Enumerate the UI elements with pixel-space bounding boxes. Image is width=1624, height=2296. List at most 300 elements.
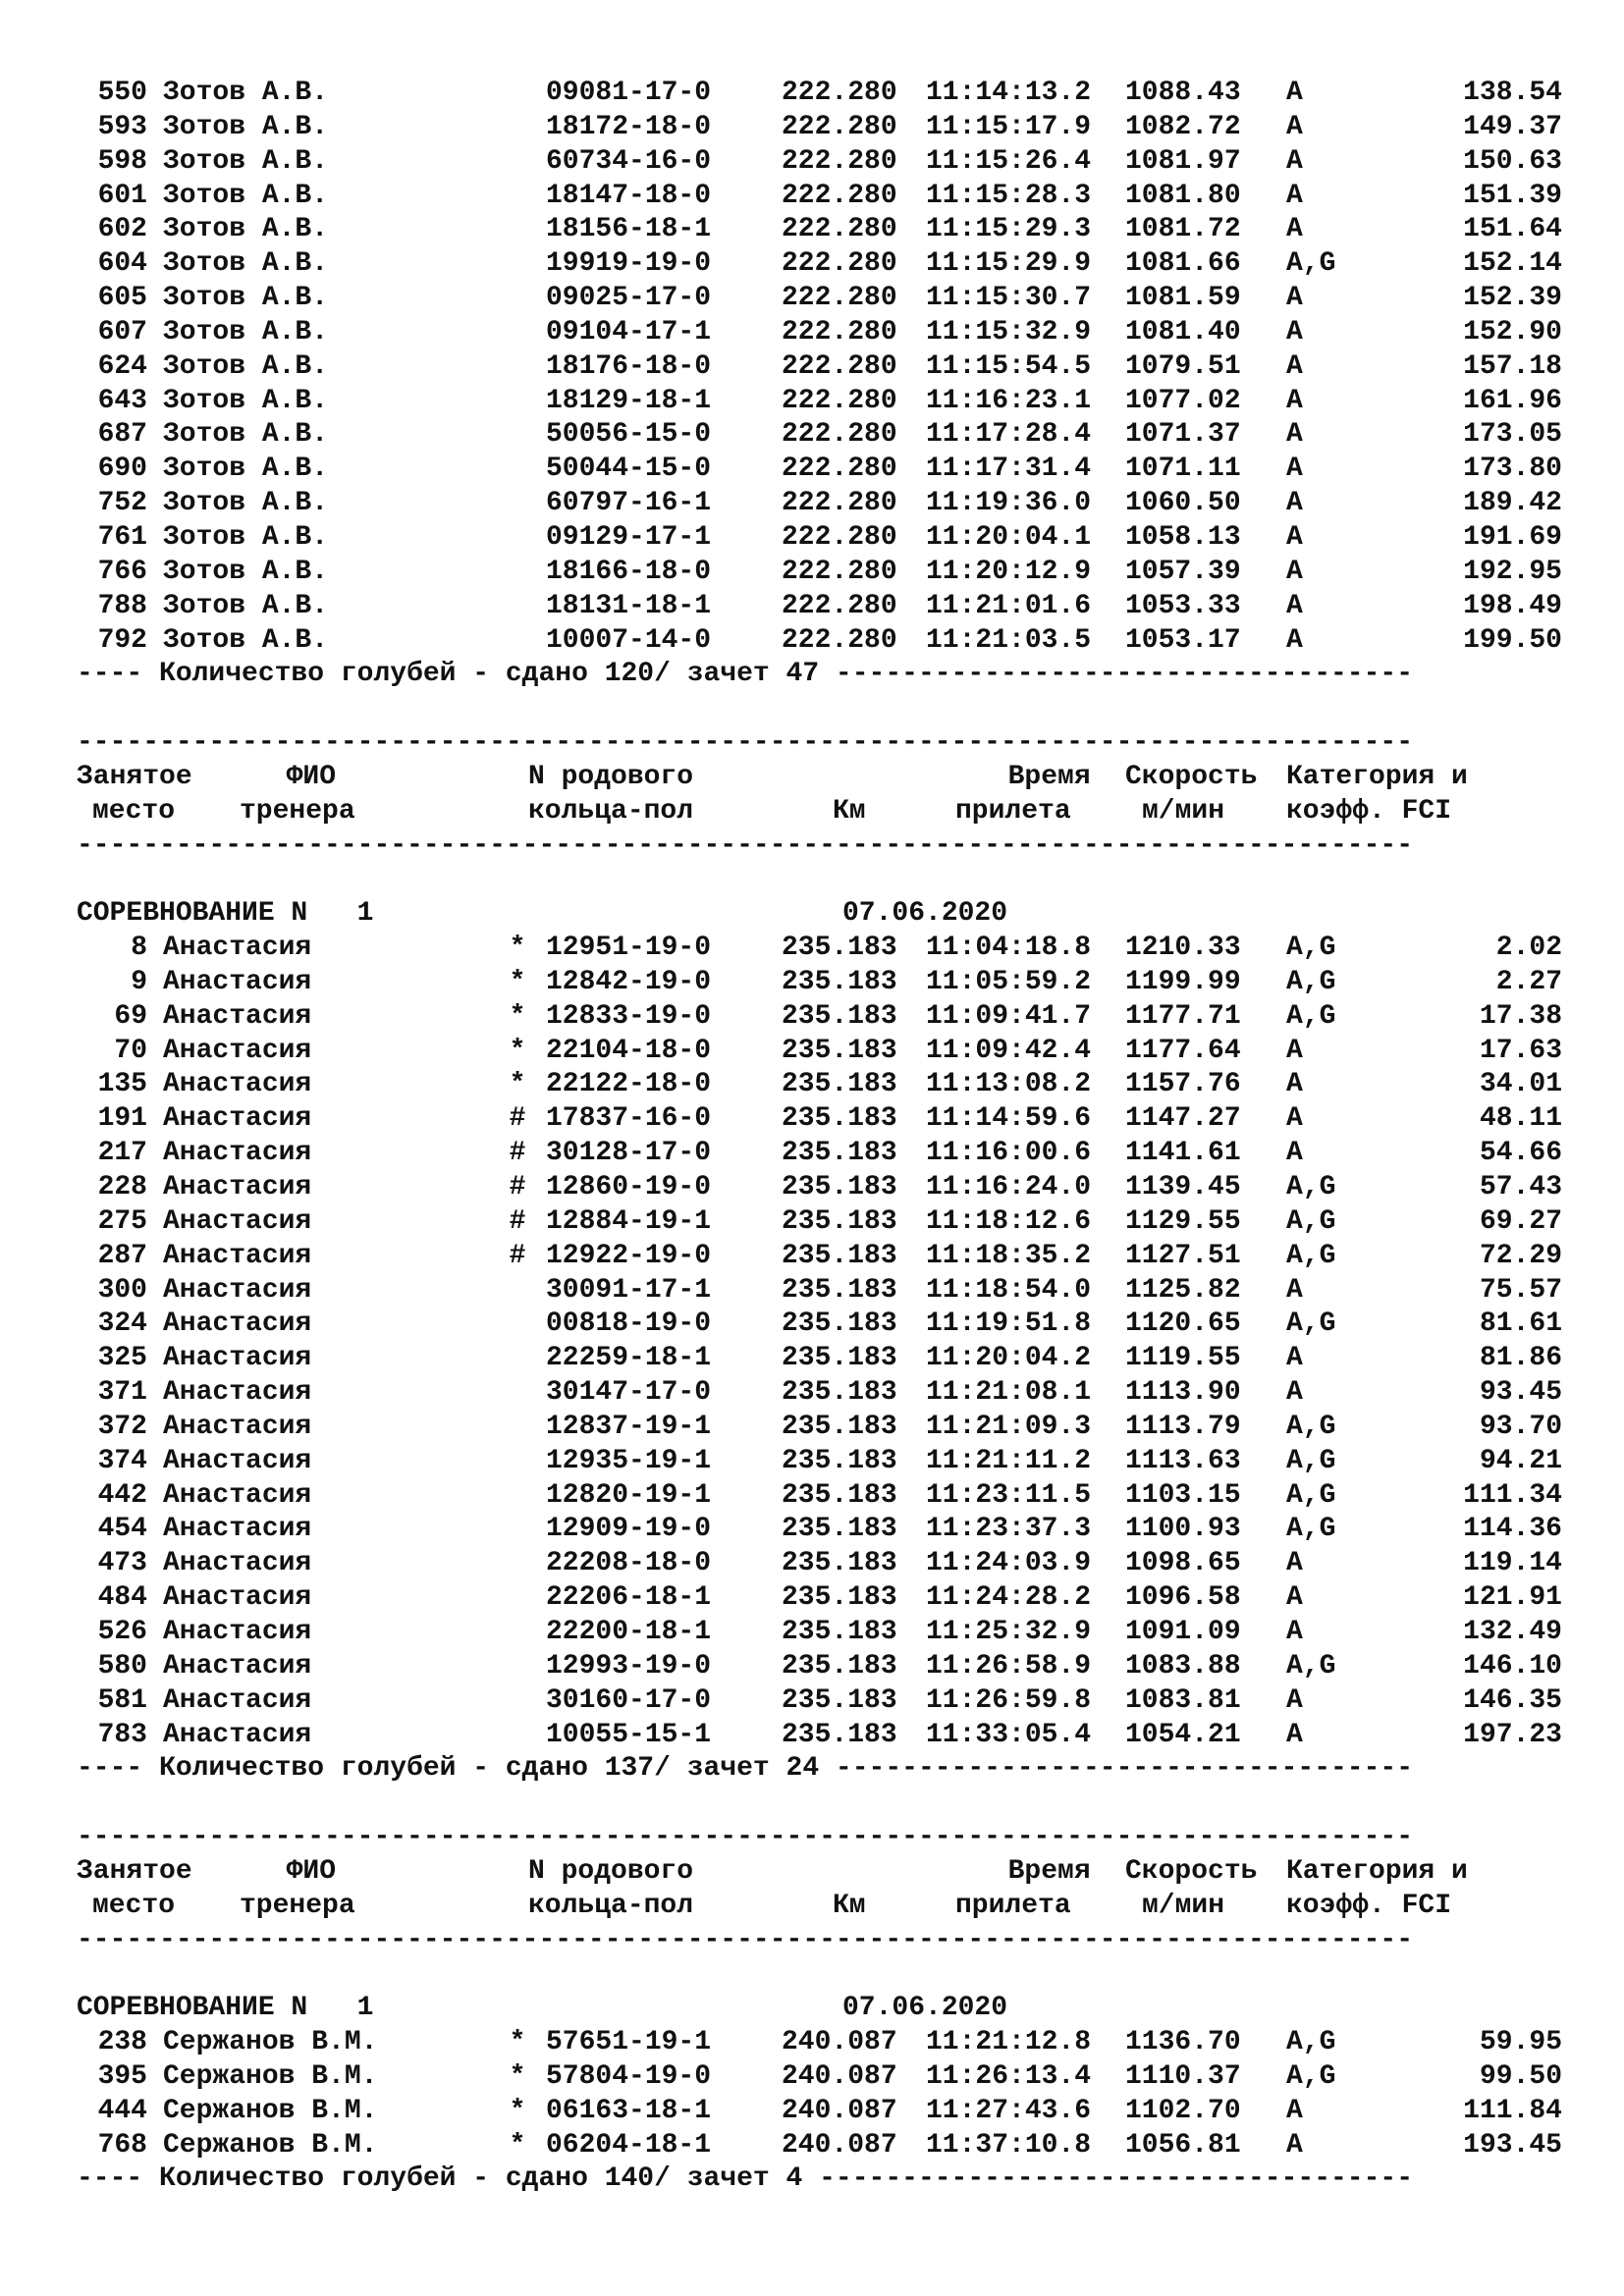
category: A — [1286, 556, 1303, 587]
header-km: Км — [833, 795, 866, 827]
competition-label: СОРЕВНОВАНИЕ N 1 — [77, 1993, 374, 2024]
competition-date: 07.06.2020 — [842, 898, 1008, 930]
category: A — [1286, 488, 1303, 519]
ring-number: 12837-19-1 — [546, 1411, 712, 1442]
category: A — [1286, 2095, 1303, 2126]
arrival-time: 11:15:28.3 — [926, 180, 1092, 211]
category: A — [1286, 419, 1303, 451]
category: A — [1286, 1274, 1303, 1306]
separator-line: --------------------------------------------------------------------------------- — [77, 829, 1414, 861]
summary-line: ---- Количество голубей - сдано 140/ зачет 4 ------------------------------------ — [77, 2163, 1414, 2195]
place-cell: 8 — [131, 933, 147, 964]
trainer-name: Анастасия — [163, 1308, 312, 1340]
header-speed-2: м/мин — [1142, 795, 1225, 827]
place-cell: 69 — [114, 1000, 147, 1032]
speed-value: 1113.90 — [1125, 1377, 1241, 1409]
category: A — [1286, 1616, 1303, 1647]
distance-km: 235.183 — [782, 1445, 897, 1476]
trainer-name: Зотов А.В. — [163, 78, 329, 108]
arrival-time: 11:20:04.1 — [926, 521, 1092, 553]
distance-km: 235.183 — [782, 1205, 897, 1237]
place-cell: 454 — [97, 1514, 147, 1545]
ring-number: 10007-14-0 — [546, 624, 712, 656]
arrival-time: 11:09:41.7 — [926, 1000, 1092, 1032]
arrival-time: 11:23:37.3 — [926, 1514, 1092, 1545]
ring-number: 09104-17-1 — [546, 316, 712, 347]
trainer-name: Зотов А.В. — [163, 283, 329, 314]
speed-value: 1081.66 — [1125, 248, 1241, 280]
trainer-name: Зотов А.В. — [163, 488, 329, 519]
result-row — [77, 316, 1569, 350]
header-cat: Категория и — [1286, 761, 1468, 792]
category: A — [1286, 350, 1303, 382]
trainer-name: Анастасия — [163, 1719, 312, 1750]
arrival-time: 11:21:08.1 — [926, 1377, 1092, 1409]
distance-km: 235.183 — [782, 1103, 897, 1135]
speed-value: 1210.33 — [1125, 933, 1241, 964]
ring-number: 50056-15-0 — [546, 419, 712, 451]
place-cell: 792 — [97, 624, 147, 656]
fci-coefficient: 152.14 — [1463, 248, 1562, 280]
category: A — [1286, 624, 1303, 656]
trainer-name: Анастасия — [163, 1616, 312, 1647]
place-cell: 9 — [131, 966, 147, 997]
ring-number: 60734-16-0 — [546, 145, 712, 177]
speed-value: 1054.21 — [1125, 1719, 1241, 1750]
category: A — [1286, 1719, 1303, 1750]
speed-value: 1119.55 — [1125, 1343, 1241, 1374]
distance-km: 222.280 — [782, 521, 897, 553]
category: A — [1286, 1684, 1303, 1716]
fci-coefficient: 75.57 — [1479, 1274, 1562, 1306]
ring-number: 12935-19-1 — [546, 1445, 712, 1476]
speed-value: 1082.72 — [1125, 111, 1241, 142]
ring-number: 22208-18-0 — [546, 1548, 712, 1579]
mark-cell: * — [509, 1000, 526, 1032]
result-row — [77, 180, 1569, 214]
category: A,G — [1286, 1411, 1336, 1442]
separator-line: --------------------------------------------------------------------------------- — [77, 1822, 1414, 1853]
arrival-time: 11:17:31.4 — [926, 454, 1092, 485]
arrival-time: 11:18:12.6 — [926, 1205, 1092, 1237]
trainer-name: Анастасия — [163, 966, 312, 997]
header-place: Занятое — [77, 1855, 192, 1887]
ring-number: 18176-18-0 — [546, 350, 712, 382]
arrival-time: 11:15:32.9 — [926, 316, 1092, 347]
fci-coefficient: 173.80 — [1463, 454, 1562, 485]
speed-value: 1081.80 — [1125, 180, 1241, 211]
separator-line: --------------------------------------------------------------------------------- — [77, 1924, 1414, 1955]
arrival-time: 11:04:18.8 — [926, 933, 1092, 964]
place-cell: 768 — [97, 2129, 147, 2161]
result-row — [77, 247, 1569, 282]
distance-km: 222.280 — [782, 590, 897, 621]
arrival-time: 11:24:03.9 — [926, 1548, 1092, 1579]
fci-coefficient: 138.54 — [1463, 78, 1562, 108]
trainer-name: Зотов А.В. — [163, 180, 329, 211]
ring-number: 50044-15-0 — [546, 454, 712, 485]
arrival-time: 11:16:00.6 — [926, 1138, 1092, 1169]
distance-km: 235.183 — [782, 1684, 897, 1716]
category: A — [1286, 78, 1303, 108]
distance-km: 222.280 — [782, 556, 897, 587]
result-row — [77, 1342, 1569, 1376]
trainer-name: Зотов А.В. — [163, 419, 329, 451]
ring-number: 09081-17-0 — [546, 78, 712, 108]
speed-value: 1053.33 — [1125, 590, 1241, 621]
result-row — [77, 453, 1569, 487]
arrival-time: 11:15:54.5 — [926, 350, 1092, 382]
speed-value: 1056.81 — [1125, 2129, 1241, 2161]
trainer-name: Сержанов В.М. — [163, 2095, 378, 2126]
speed-value: 1139.45 — [1125, 1172, 1241, 1202]
ring-number: 12820-19-1 — [546, 1479, 712, 1511]
result-row — [77, 487, 1569, 521]
category: A — [1286, 283, 1303, 314]
trainer-name: Анастасия — [163, 1035, 312, 1066]
speed-value: 1079.51 — [1125, 350, 1241, 382]
distance-km: 235.183 — [782, 1274, 897, 1306]
distance-km: 222.280 — [782, 488, 897, 519]
arrival-time: 11:15:29.3 — [926, 214, 1092, 245]
result-row — [77, 418, 1569, 453]
category: A — [1286, 316, 1303, 347]
arrival-time: 11:05:59.2 — [926, 966, 1092, 997]
ring-number: 30128-17-0 — [546, 1138, 712, 1169]
ring-number: 09129-17-1 — [546, 521, 712, 553]
header-name: ФИО — [253, 761, 337, 792]
fci-coefficient: 2.27 — [1495, 966, 1562, 997]
header-speed-2: м/мин — [1142, 1890, 1225, 1921]
trainer-name: Анастасия — [163, 1103, 312, 1135]
category: A,G — [1286, 248, 1336, 280]
ring-number: 22206-18-1 — [546, 1582, 712, 1614]
trainer-name: Анастасия — [163, 1684, 312, 1716]
distance-km: 235.183 — [782, 1582, 897, 1614]
trainer-name: Анастасия — [163, 1479, 312, 1511]
result-row — [77, 1513, 1569, 1547]
place-cell: 761 — [97, 521, 147, 553]
header-ring-2: кольца-пол — [528, 795, 694, 827]
category: A — [1286, 180, 1303, 211]
result-row — [77, 1171, 1569, 1205]
header-name-2: тренера — [240, 1890, 355, 1921]
trainer-name: Анастасия — [163, 1445, 312, 1476]
fci-coefficient: 189.42 — [1463, 488, 1562, 519]
result-row — [77, 1205, 1569, 1240]
fci-coefficient: 146.10 — [1463, 1650, 1562, 1682]
trainer-name: Зотов А.В. — [163, 454, 329, 485]
speed-value: 1147.27 — [1125, 1103, 1241, 1135]
distance-km: 222.280 — [782, 248, 897, 280]
ring-number: 18129-18-1 — [546, 385, 712, 416]
speed-value: 1199.99 — [1125, 966, 1241, 997]
speed-value: 1081.59 — [1125, 283, 1241, 314]
result-row — [77, 521, 1569, 556]
category: A,G — [1286, 1479, 1336, 1511]
result-row — [77, 213, 1569, 247]
header-time-2: прилета — [955, 1890, 1071, 1921]
trainer-name: Зотов А.В. — [163, 521, 329, 553]
speed-value: 1141.61 — [1125, 1138, 1241, 1169]
arrival-time: 11:20:04.2 — [926, 1343, 1092, 1374]
ring-number: 09025-17-0 — [546, 283, 712, 314]
category: A — [1286, 1138, 1303, 1169]
category: A — [1286, 1548, 1303, 1579]
trainer-name: Анастасия — [163, 1548, 312, 1579]
mark-cell: # — [509, 1138, 526, 1169]
arrival-time: 11:21:01.6 — [926, 590, 1092, 621]
arrival-time: 11:21:12.8 — [926, 2027, 1092, 2058]
result-row — [77, 77, 1569, 111]
category: A — [1286, 1035, 1303, 1066]
result-row — [77, 1411, 1569, 1445]
fci-coefficient: 198.49 — [1463, 590, 1562, 621]
arrival-time: 11:15:30.7 — [926, 283, 1092, 314]
arrival-time: 11:15:17.9 — [926, 111, 1092, 142]
trainer-name: Зотов А.В. — [163, 248, 329, 280]
mark-cell: # — [509, 1240, 526, 1271]
mark-cell: # — [509, 1205, 526, 1237]
fci-coefficient: 197.23 — [1463, 1719, 1562, 1750]
category: A — [1286, 521, 1303, 553]
arrival-time: 11:24:28.2 — [926, 1582, 1092, 1614]
place-cell: 581 — [97, 1684, 147, 1716]
distance-km: 222.280 — [782, 78, 897, 108]
distance-km: 240.087 — [782, 2060, 897, 2092]
ring-number: 17837-16-0 — [546, 1103, 712, 1135]
distance-km: 222.280 — [782, 283, 897, 314]
ring-number: 12842-19-0 — [546, 966, 712, 997]
trainer-name: Анастасия — [163, 1582, 312, 1614]
fci-coefficient: 161.96 — [1463, 385, 1562, 416]
place-cell: 526 — [97, 1616, 147, 1647]
arrival-time: 11:37:10.8 — [926, 2129, 1092, 2161]
category: A,G — [1286, 1308, 1336, 1340]
result-row — [77, 350, 1569, 385]
distance-km: 235.183 — [782, 1616, 897, 1647]
place-cell: 70 — [114, 1035, 147, 1066]
speed-value: 1120.65 — [1125, 1308, 1241, 1340]
fci-coefficient: 193.45 — [1463, 2129, 1562, 2161]
header-place: Занятое — [77, 761, 192, 792]
category: A — [1286, 1069, 1303, 1100]
ring-number: 22104-18-0 — [546, 1035, 712, 1066]
place-cell: 217 — [97, 1138, 147, 1169]
category: A,G — [1286, 1205, 1336, 1237]
fci-coefficient: 192.95 — [1463, 556, 1562, 587]
place-cell: 598 — [97, 145, 147, 177]
place-cell: 604 — [97, 248, 147, 280]
result-row — [77, 1035, 1569, 1069]
result-row — [77, 1274, 1569, 1308]
ring-number: 06163-18-1 — [546, 2095, 712, 2126]
distance-km: 235.183 — [782, 1514, 897, 1545]
distance-km: 235.183 — [782, 1719, 897, 1750]
ring-number: 12951-19-0 — [546, 933, 712, 964]
place-cell: 550 — [97, 78, 147, 108]
mark-cell: # — [509, 1103, 526, 1135]
trainer-name: Зотов А.В. — [163, 316, 329, 347]
competition-row — [77, 1992, 1569, 2026]
distance-km: 235.183 — [782, 1650, 897, 1682]
header-cat-2: коэфф. FCI — [1286, 795, 1452, 827]
distance-km: 222.280 — [782, 454, 897, 485]
header-km: Км — [833, 1890, 866, 1921]
trainer-name: Сержанов В.М. — [163, 2060, 378, 2092]
ring-number: 18166-18-0 — [546, 556, 712, 587]
category: A — [1286, 145, 1303, 177]
result-row — [77, 1445, 1569, 1479]
result-row — [77, 624, 1569, 659]
ring-number: 18131-18-1 — [546, 590, 712, 621]
arrival-time: 11:26:58.9 — [926, 1650, 1092, 1682]
ring-number: 12860-19-0 — [546, 1172, 712, 1202]
category: A — [1286, 1582, 1303, 1614]
result-row — [77, 2060, 1569, 2095]
category: A,G — [1286, 1514, 1336, 1545]
place-cell: 374 — [97, 1445, 147, 1476]
speed-value: 1177.71 — [1125, 1000, 1241, 1032]
speed-value: 1058.13 — [1125, 521, 1241, 553]
place-cell: 643 — [97, 385, 147, 416]
speed-value: 1096.58 — [1125, 1582, 1241, 1614]
place-cell: 580 — [97, 1650, 147, 1682]
ring-number: 12884-19-1 — [546, 1205, 712, 1237]
result-row — [77, 1547, 1569, 1581]
header-name-2: тренера — [240, 795, 355, 827]
distance-km: 222.280 — [782, 350, 897, 382]
fci-coefficient: 2.02 — [1495, 933, 1562, 964]
distance-km: 235.183 — [782, 1172, 897, 1202]
result-row — [77, 385, 1569, 419]
category: A — [1286, 2129, 1303, 2161]
category: A — [1286, 1377, 1303, 1409]
trainer-name: Зотов А.В. — [163, 556, 329, 587]
place-cell: 601 — [97, 180, 147, 211]
category: A — [1286, 1103, 1303, 1135]
place-cell: 444 — [97, 2095, 147, 2126]
trainer-name: Зотов А.В. — [163, 624, 329, 656]
trainer-name: Анастасия — [163, 1069, 312, 1100]
distance-km: 222.280 — [782, 111, 897, 142]
fci-coefficient: 72.29 — [1479, 1240, 1562, 1271]
competition-date: 07.06.2020 — [842, 1993, 1008, 2024]
place-cell: 442 — [97, 1479, 147, 1511]
fci-coefficient: 173.05 — [1463, 419, 1562, 451]
distance-km: 235.183 — [782, 1377, 897, 1409]
fci-coefficient: 69.27 — [1479, 1205, 1562, 1237]
category: A — [1286, 590, 1303, 621]
speed-value: 1127.51 — [1125, 1240, 1241, 1271]
speed-value: 1081.40 — [1125, 316, 1241, 347]
fci-coefficient: 57.43 — [1479, 1172, 1562, 1202]
distance-km: 222.280 — [782, 624, 897, 656]
speed-value: 1100.93 — [1125, 1514, 1241, 1545]
trainer-name: Сержанов В.М. — [163, 2129, 378, 2161]
category: A — [1286, 111, 1303, 142]
speed-value: 1129.55 — [1125, 1205, 1241, 1237]
fci-coefficient: 17.63 — [1479, 1035, 1562, 1066]
place-cell: 228 — [97, 1172, 147, 1202]
category: A,G — [1286, 966, 1336, 997]
place-cell: 687 — [97, 419, 147, 451]
trainer-name: Анастасия — [163, 1000, 312, 1032]
trainer-name: Анастасия — [163, 1377, 312, 1409]
distance-km: 235.183 — [782, 966, 897, 997]
header-speed: Скорость — [1125, 761, 1258, 792]
result-row — [77, 1581, 1569, 1616]
header-cat-2: коэфф. FCI — [1286, 1890, 1452, 1921]
result-row — [77, 2095, 1569, 2129]
trainer-name: Анастасия — [163, 1514, 312, 1545]
arrival-time: 11:19:51.8 — [926, 1308, 1092, 1340]
trainer-name: Анастасия — [163, 1650, 312, 1682]
fci-coefficient: 149.37 — [1463, 111, 1562, 142]
speed-value: 1057.39 — [1125, 556, 1241, 587]
place-cell: 607 — [97, 316, 147, 347]
result-row — [77, 966, 1569, 1000]
place-cell: 624 — [97, 350, 147, 382]
place-cell: 372 — [97, 1411, 147, 1442]
trainer-name: Зотов А.В. — [163, 350, 329, 382]
ring-number: 30147-17-0 — [546, 1377, 712, 1409]
result-row — [77, 1479, 1569, 1514]
header-name: ФИО — [253, 1855, 337, 1887]
place-cell: 752 — [97, 488, 147, 519]
column-header-row-2 — [77, 1890, 1569, 1924]
category: A,G — [1286, 1650, 1336, 1682]
header-ring: N родового — [528, 1855, 694, 1887]
mark-cell: * — [509, 2095, 526, 2126]
speed-value: 1177.64 — [1125, 1035, 1241, 1066]
spacer — [77, 1787, 1569, 1821]
fci-coefficient: 199.50 — [1463, 624, 1562, 656]
trainer-name: Анастасия — [163, 1172, 312, 1202]
speed-value: 1071.37 — [1125, 419, 1241, 451]
category: A,G — [1286, 1240, 1336, 1271]
separator-line: --------------------------------------------------------------------------------- — [77, 727, 1414, 759]
place-cell: 275 — [97, 1205, 147, 1237]
distance-km: 222.280 — [782, 316, 897, 347]
speed-value: 1088.43 — [1125, 78, 1241, 108]
result-row — [77, 1000, 1569, 1035]
fci-coefficient: 191.69 — [1463, 521, 1562, 553]
distance-km: 235.183 — [782, 1548, 897, 1579]
ring-number: 12833-19-0 — [546, 1000, 712, 1032]
ring-number: 06204-18-1 — [546, 2129, 712, 2161]
result-row — [77, 932, 1569, 966]
category: A — [1286, 214, 1303, 245]
ring-number: 18156-18-1 — [546, 214, 712, 245]
ring-number: 57804-19-0 — [546, 2060, 712, 2092]
distance-km: 240.087 — [782, 2095, 897, 2126]
header-place-2: место — [92, 795, 176, 827]
arrival-time: 11:21:03.5 — [926, 624, 1092, 656]
speed-value: 1083.88 — [1125, 1650, 1241, 1682]
result-row — [77, 1650, 1569, 1684]
header-time: Время — [975, 761, 1091, 792]
arrival-time: 11:16:23.1 — [926, 385, 1092, 416]
result-row — [77, 1240, 1569, 1274]
place-cell: 783 — [97, 1719, 147, 1750]
fci-coefficient: 99.50 — [1479, 2060, 1562, 2092]
place-cell: 605 — [97, 283, 147, 314]
arrival-time: 11:25:32.9 — [926, 1616, 1092, 1647]
speed-value: 1053.17 — [1125, 624, 1241, 656]
distance-km: 222.280 — [782, 419, 897, 451]
distance-km: 240.087 — [782, 2027, 897, 2058]
